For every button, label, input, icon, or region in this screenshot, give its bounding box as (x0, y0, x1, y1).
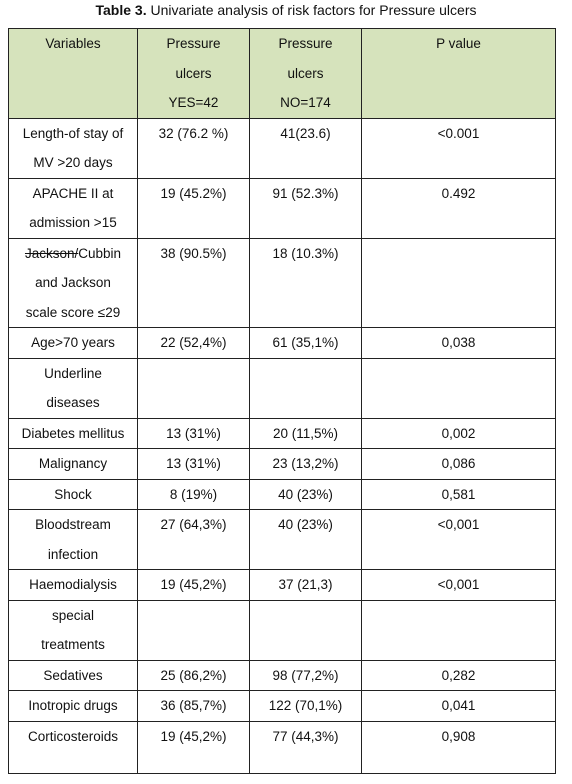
row-p-value: 0,282 (362, 660, 556, 691)
row-yes-value: 25 (86,2%) (138, 660, 250, 691)
row-variable: Haemodialysis (9, 570, 138, 601)
row-no-value: 18 (10.3%) (250, 238, 362, 328)
row-p-value: 0,581 (362, 479, 556, 510)
row-variable: Malignancy (9, 449, 138, 480)
table-row (9, 691, 556, 722)
table-row (9, 660, 556, 691)
struck-text: Jackson/ (24, 245, 79, 261)
row-yes-value: 22 (52,4%) (138, 328, 250, 359)
header-pressure-no: Pressure ulcers NO=174 (250, 29, 362, 119)
row-variable: Age>70 years (9, 328, 138, 359)
table-row (9, 479, 556, 510)
row-p-value: 0,086 (362, 449, 556, 480)
row-no-value: 77 (44,3%) (250, 721, 362, 773)
table-row (9, 328, 556, 359)
row-p-value: <0,001 (362, 570, 556, 601)
row-no-value: 61 (35,1%) (250, 328, 362, 359)
table-row (9, 238, 556, 328)
row-yes-value: 38 (90.5%) (138, 238, 250, 328)
risk-factors-table (8, 28, 556, 774)
section-row-underline-diseases (9, 358, 556, 418)
row-variable: Diabetes mellitus (9, 418, 138, 449)
section-heading: Underline diseases (9, 358, 138, 418)
row-p-value: 0,002 (362, 418, 556, 449)
row-no-value: 40 (23%) (250, 479, 362, 510)
row-no-value: 40 (23%) (250, 510, 362, 570)
row-p-value: 0.492 (362, 178, 556, 238)
row-p-value: <0,001 (362, 510, 556, 570)
row-p-value: 0,908 (362, 721, 556, 773)
section-heading: special treatments (9, 600, 138, 660)
row-no-value: 23 (13,2%) (250, 449, 362, 480)
row-yes-value: 13 (31%) (138, 449, 250, 480)
row-no-value: 41(23.6) (250, 118, 362, 178)
row-variable: APACHE II at admission >15 (9, 178, 138, 238)
row-variable: Inotropic drugs (9, 691, 138, 722)
row-yes-value: 19 (45,2%) (138, 721, 250, 773)
row-no-value: 20 (11,5%) (250, 418, 362, 449)
table-row (9, 118, 556, 178)
row-p-value: <0.001 (362, 118, 556, 178)
row-yes-value: 19 (45.2%) (138, 178, 250, 238)
row-yes-value: 13 (31%) (138, 418, 250, 449)
table-caption-label: Table 3. (95, 2, 147, 18)
row-yes-value: 27 (64,3%) (138, 510, 250, 570)
header-variables: Variables (9, 29, 138, 119)
row-no-value: 37 (21,3) (250, 570, 362, 601)
row-variable: Sedatives (9, 660, 138, 691)
table-caption (0, 1, 572, 19)
section-row-special-treatments (9, 600, 556, 660)
row-variable: Shock (9, 479, 138, 510)
header-p-value: P value (362, 29, 556, 119)
row-variable: Corticosteroids (9, 721, 138, 773)
row-p-value (362, 238, 556, 328)
row-no-value: 98 (77,2%) (250, 660, 362, 691)
header-pressure-yes: Pressure ulcers YES=42 (138, 29, 250, 119)
row-yes-value: 32 (76.2 %) (138, 118, 250, 178)
table-row (9, 449, 556, 480)
table-row (9, 418, 556, 449)
row-variable: Jackson/Cubbin and Jackson scale score ≤29 (9, 238, 138, 328)
table-row (9, 721, 556, 773)
row-variable: Bloodstream infection (9, 510, 138, 570)
row-yes-value: 36 (85,7%) (138, 691, 250, 722)
table-row (9, 510, 556, 570)
table-header-row (9, 29, 556, 119)
row-yes-value: 19 (45,2%) (138, 570, 250, 601)
table-caption-text: Univariate analysis of risk factors for Pressure ulcers (146, 2, 477, 18)
row-p-value: 0,038 (362, 328, 556, 359)
table-row (9, 570, 556, 601)
row-yes-value: 8 (19%) (138, 479, 250, 510)
row-variable: Length-of stay of MV >20 days (9, 118, 138, 178)
row-no-value: 91 (52.3%) (250, 178, 362, 238)
row-p-value: 0,041 (362, 691, 556, 722)
table-row (9, 178, 556, 238)
row-no-value: 122 (70,1%) (250, 691, 362, 722)
